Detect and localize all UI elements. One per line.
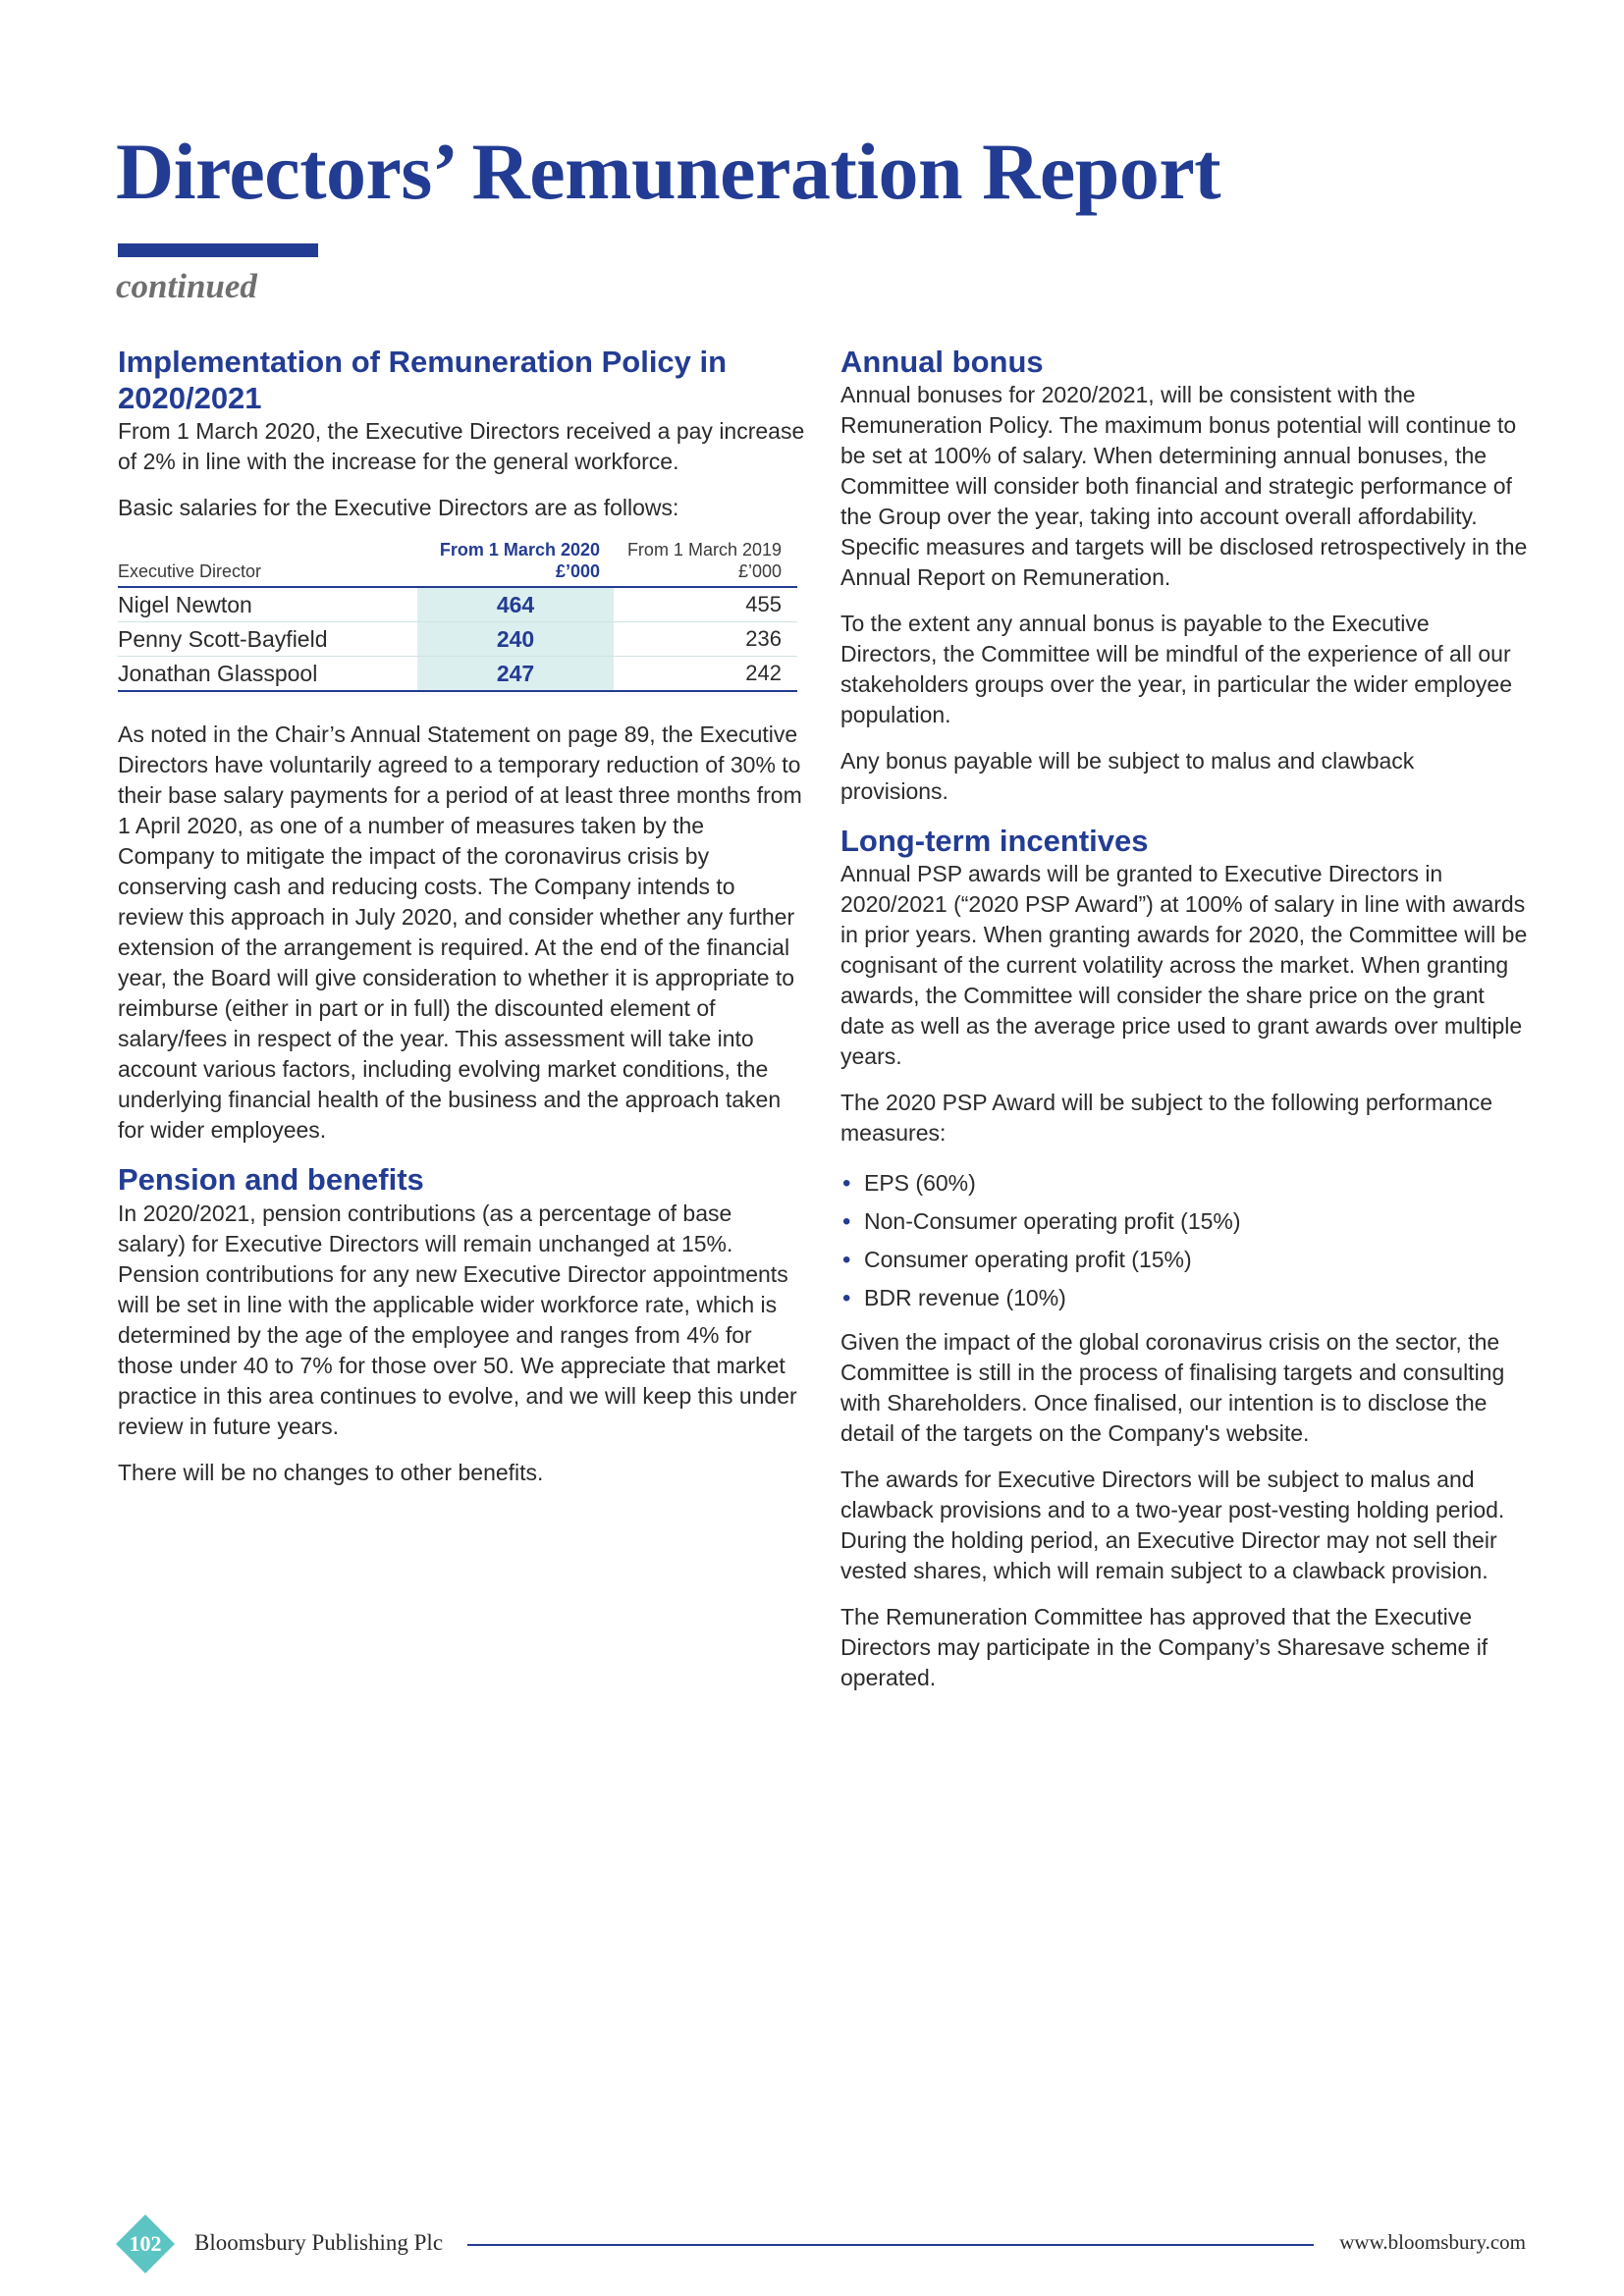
lti-paragraph: Given the impact of the global coronavirus crisis on the sector, the Committee is still in the process of finalising targets and consulting with Shareholders. Once finalised, our intention is to disclose the detail of the targets on the Company's website. bbox=[840, 1329, 1505, 1447]
page-title: Directors’ Remuneration Report bbox=[116, 127, 1221, 216]
table-row bbox=[118, 622, 797, 657]
right-column bbox=[840, 344, 1528, 1709]
page-number: 102 bbox=[129, 2231, 162, 2256]
lti-paragraph: The awards for Executive Directors will be subject to malus and clawback provisions and to a two-year post-vesting holding period. During the holding period, an Executive Director may not sell their vested shares, which will remain subject to a clawback provision. bbox=[840, 1467, 1505, 1584]
column-header-2019-label: From 1 March 2019 bbox=[626, 540, 782, 561]
director-name: Nigel Newton bbox=[118, 591, 252, 617]
long-term-incentives-heading: Long-term incentives bbox=[840, 824, 1149, 859]
table-row bbox=[118, 588, 797, 622]
list-item: • Non-Consumer operating profit (15%) bbox=[840, 1202, 1528, 1241]
salary-2020: 247 bbox=[417, 657, 614, 690]
long-term-incentives-section bbox=[840, 823, 1528, 1693]
column-header-2020 bbox=[417, 539, 614, 582]
annual-bonus-heading: Annual bonus bbox=[840, 345, 1044, 379]
page-footer bbox=[116, 2215, 1526, 2273]
implementation-paragraph: From 1 March 2020, the Executive Directors received a pay increase of 2% in line with the increase for the general workforce. bbox=[118, 418, 805, 475]
implementation-heading: Implementation of Remuneration Policy in 2020/2021 bbox=[118, 345, 728, 416]
column-header-2020-unit: £’000 bbox=[555, 561, 600, 582]
pension-paragraph: There will be no changes to other benefits. bbox=[118, 1459, 544, 1485]
pension-heading: Pension and benefits bbox=[118, 1162, 424, 1198]
salary-2019: 236 bbox=[745, 626, 782, 652]
table-row bbox=[118, 657, 797, 692]
list-item: • BDR revenue (10%) bbox=[840, 1279, 1528, 1317]
column-header-2019 bbox=[614, 539, 797, 582]
lti-paragraph: Annual PSP awards will be granted to Executive Directors in 2020/2021 (“2020 PSP Award”) at 100% of salary in line with awards in prior years. When granting awards for 2020, the Committee will be cognisant of the current volatility across the market. When granting awards, the Committee will consider the share price on the grant date as well as the average price used to grant awards over multiple years. bbox=[840, 861, 1528, 1070]
salary-2020: 464 bbox=[417, 588, 614, 621]
lti-paragraph: The 2020 PSP Award will be subject to the following performance measures: bbox=[840, 1090, 1492, 1147]
annual-bonus-paragraph: Annual bonuses for 2020/2021, will be consistent with the Remuneration Policy. The maximum bonus potential will continue to be set at 100% of salary. When determining annual bonuses, the Committee will consider both financial and strategic performance of the Group over the year, taking into account overall affordability. Specific measures and targets will be disclosed retrospectively in the Annual Report on Remuneration. bbox=[840, 382, 1528, 591]
annual-bonus-section bbox=[840, 344, 1528, 807]
list-item: • EPS (60%) bbox=[840, 1164, 1528, 1202]
left-column bbox=[118, 344, 805, 1504]
implementation-paragraph: As noted in the Chair’s Annual Statement on page 89, the Executive Directors have voluntarily agreed to a temporary reduction of 30% to their base salary payments for a period of at least three months from 1 April 2020, as one of a number of measures taken by the Company to mitigate the impact of the coronavirus crisis by conserving cash and reducing costs. The Company intends to review this approach in July 2020, and consider whether any further extension of the arrangement is required. At the end of the financial year, the Board will give consideration to whether it is appropriate to reimburse (either in part or in full) the discounted element of salary/fees in respect of the year. This assessment will take into account various factors, including evolving market conditions, the underlying financial health of the business and the approach taken for wider employees. bbox=[118, 721, 802, 1144]
salary-table-header bbox=[118, 539, 797, 588]
website-link[interactable]: www.bloomsbury.com bbox=[1339, 2230, 1526, 2254]
director-name: Jonathan Glasspool bbox=[118, 660, 318, 686]
column-header-2019-unit: £’000 bbox=[737, 561, 782, 582]
title-underline bbox=[118, 243, 318, 257]
column-header-director: Executive Director bbox=[118, 561, 262, 582]
salary-2020: 240 bbox=[417, 622, 614, 656]
director-name: Penny Scott-Bayfield bbox=[118, 625, 328, 652]
annual-bonus-paragraph: To the extent any annual bonus is payable to the Executive Directors, the Committee will be mindful of the experience of all our stakeholders groups over the year, in particular the wider employee population. bbox=[840, 611, 1512, 728]
page-subtitle: continued bbox=[116, 267, 257, 305]
performance-measures-list bbox=[840, 1164, 1528, 1317]
footer-divider bbox=[467, 2244, 1314, 2246]
salary-table bbox=[118, 539, 797, 692]
salary-2019: 242 bbox=[745, 661, 782, 686]
annual-bonus-paragraph: Any bonus payable will be subject to malus and clawback provisions. bbox=[840, 748, 1415, 805]
pension-paragraph: In 2020/2021, pension contributions (as a percentage of base salary) for Executive Directors will remain unchanged at 15%. Pension contributions for any new Executive Director appointments will be set in line with the applicable wider workforce rate, which is determined by the age of the employee and ranges from 4% for those under 40 to 7% for those over 50. We appreciate that market practice in this area continues to evolve, and we will keep this under review in future years. bbox=[118, 1200, 797, 1439]
implementation-section bbox=[118, 344, 805, 1146]
company-name: Bloomsbury Publishing Plc bbox=[194, 2230, 444, 2255]
list-item: • Consumer operating profit (15%) bbox=[840, 1241, 1528, 1279]
lti-paragraph: The Remuneration Committee has approved that the Executive Directors may participate in the Company’s Sharesave scheme if operated. bbox=[840, 1604, 1489, 1691]
implementation-paragraph: Basic salaries for the Executive Directors are as follows: bbox=[118, 495, 679, 521]
column-header-2020-label: From 1 March 2020 bbox=[439, 540, 600, 561]
pension-section bbox=[118, 1161, 805, 1487]
salary-2019: 455 bbox=[745, 592, 782, 617]
